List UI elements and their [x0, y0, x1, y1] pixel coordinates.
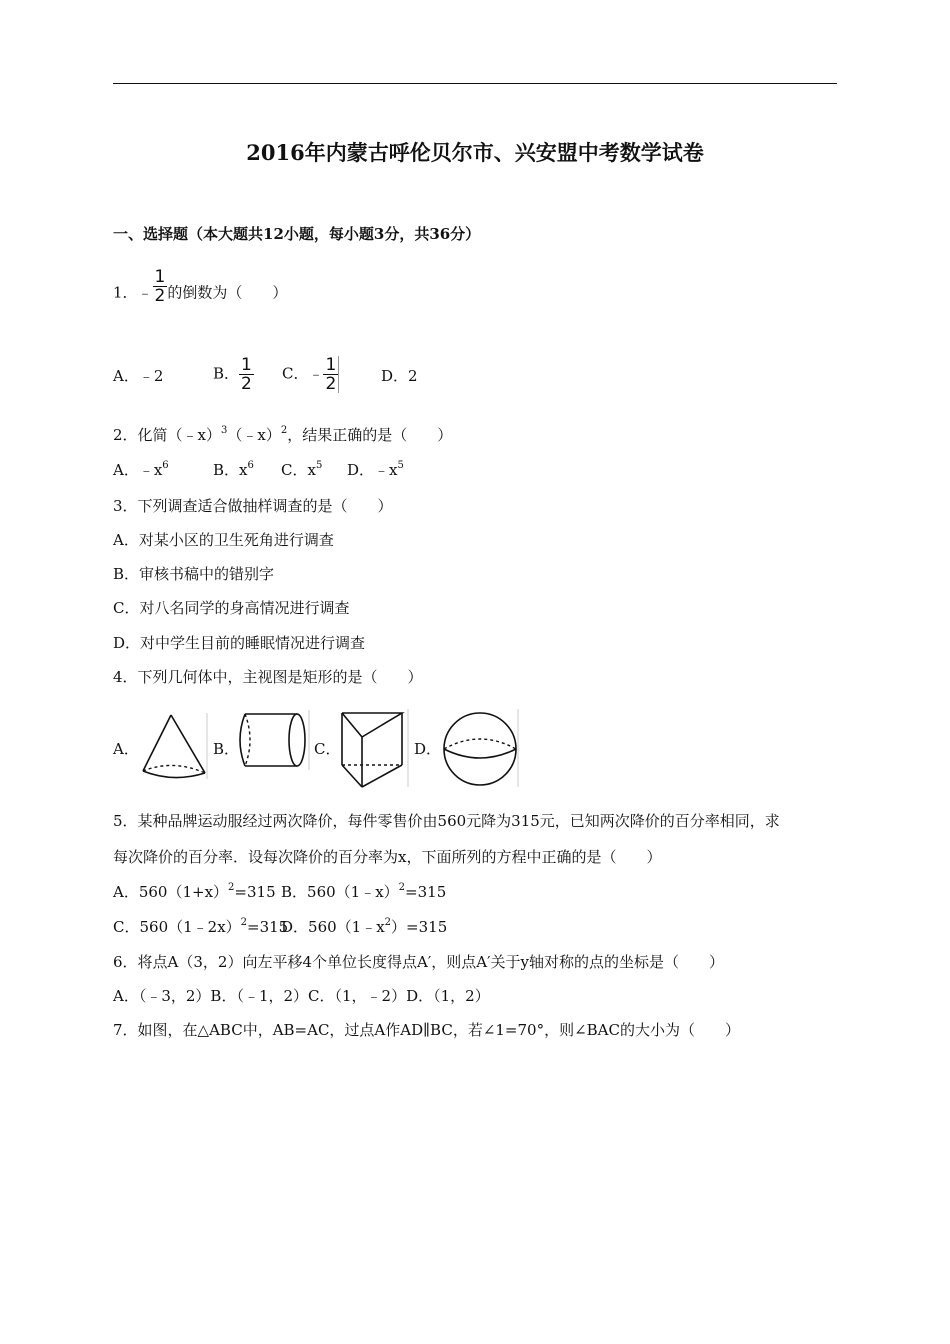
q1-b-fraction [239, 356, 254, 393]
q1-frac-den: 2 [154, 286, 166, 306]
q5-a-exp: 2 [228, 882, 235, 893]
q3-option-a: A．对某小区的卫生死角进行调查 [113, 531, 334, 549]
q3-option-b: B．审核书稿中的错别字 [113, 565, 275, 583]
q1-prefix: 1．﹣ [113, 283, 153, 302]
cylinder-figure [233, 710, 311, 772]
section-heading: 一、选择题（本大题共12小题，每小题3分，共36分） [113, 225, 481, 243]
q2-exp-1: 3 [221, 425, 228, 436]
q5-option-b [281, 882, 446, 902]
q5-c-exp: 2 [240, 917, 248, 928]
q5-b-post: =315 [405, 883, 447, 901]
q5-option-c [113, 917, 288, 937]
q1-option-b [213, 356, 254, 393]
q5-option-d [281, 917, 447, 937]
triangular-prism-figure [338, 709, 410, 789]
q5-d-post: ）=315 [391, 918, 448, 936]
q1-option-a: A．﹣2 [113, 367, 164, 385]
q2-d-exp: 5 [397, 460, 404, 471]
q2-b-base: B．x [213, 461, 248, 479]
q2-c-exp: 5 [315, 460, 323, 471]
q4-label-b: B． [213, 740, 240, 758]
q5-b-pre: B．560（1﹣x） [281, 883, 399, 901]
q4-label-d: D． [414, 740, 442, 758]
q4-label-a: A． [113, 740, 139, 758]
question-6: 6．将点A（3，2）向左平移4个单位长度得点A′，则点A′关于y轴对称的点的坐标是（ ） [113, 953, 724, 971]
question-3: 3．下列调查适合做抽样调查的是（ ） [113, 497, 393, 515]
q1-suffix: 的倒数为（ ） [167, 283, 288, 302]
q2-a-exp: 6 [162, 460, 169, 471]
q1-option-d: D．2 [381, 367, 418, 385]
question-5-line-1: 5．某种品牌运动服经过两次降价，每件零售价由560元降为315元，已知两次降价的百分率相同，求 [113, 812, 780, 830]
sphere-figure [440, 709, 520, 789]
q2-option-d [347, 460, 404, 480]
q2-option-b [213, 460, 254, 480]
q3-option-d: D．对中学生目前的睡眠情况进行调查 [113, 634, 366, 652]
q5-c-pre: C．560（1﹣2x） [113, 918, 241, 936]
q6-options: A．（﹣3，2）B．（﹣1，2）C．（1，﹣2）D．（1，2） [113, 987, 490, 1005]
q2-stem-a: 2．化简（﹣x） [113, 426, 222, 444]
question-1 [113, 267, 288, 306]
question-7: 7．如图，在△ABC中，AB=AC，过点A作AD∥BC，若∠1=70°，则∠BAC的大小为（ ） [113, 1021, 740, 1039]
q1-b-num: 1 [241, 355, 252, 375]
cone-figure [137, 711, 209, 781]
question-2 [113, 425, 452, 445]
q1-c-label: C．﹣ [282, 364, 324, 383]
q2-b-exp: 6 [247, 460, 254, 471]
q5-b-exp: 2 [398, 882, 406, 893]
q2-stem-b: （﹣x） [227, 426, 281, 444]
q2-a-base: A．﹣x [113, 461, 163, 479]
q1-fraction [153, 268, 168, 305]
q1-option-c [282, 356, 339, 393]
q1-c-den: 2 [325, 374, 337, 394]
q1-b-label: B． [213, 364, 240, 383]
q4-label-c: C． [314, 740, 341, 758]
q2-option-c [281, 460, 322, 480]
q5-a-post: =315 [234, 883, 276, 901]
q5-c-post: =315 [247, 918, 289, 936]
q5-a-pre: A．560（1+x） [113, 883, 229, 901]
q5-d-pre: D．560（1﹣x [281, 918, 385, 936]
q5-d-exp: 2 [384, 917, 392, 928]
q2-option-a [113, 460, 169, 480]
q1-b-den: 2 [241, 374, 252, 394]
q2-d-base: D．﹣x [347, 461, 398, 479]
q3-option-c: C．对八名同学的身高情况进行调查 [113, 599, 350, 617]
q5-option-a [113, 882, 276, 902]
exam-title: 2016年内蒙古呼伦贝尔市、兴安盟中考数学试卷 [246, 140, 704, 165]
question-4: 4．下列几何体中，主视图是矩形的是（ ） [113, 668, 423, 686]
question-5-line-2: 每次降价的百分率．设每次降价的百分率为x，下面所列的方程中正确的是（ ） [113, 848, 662, 866]
q2-c-base: C．x [281, 461, 316, 479]
q1-frac-num: 1 [154, 267, 166, 287]
q1-c-num: 1 [325, 355, 337, 375]
top-rule [113, 83, 837, 84]
q2-stem-c: ，结果正确的是（ ） [287, 426, 453, 444]
q2-exp-2: 2 [280, 425, 288, 436]
q1-c-fraction [323, 356, 339, 393]
